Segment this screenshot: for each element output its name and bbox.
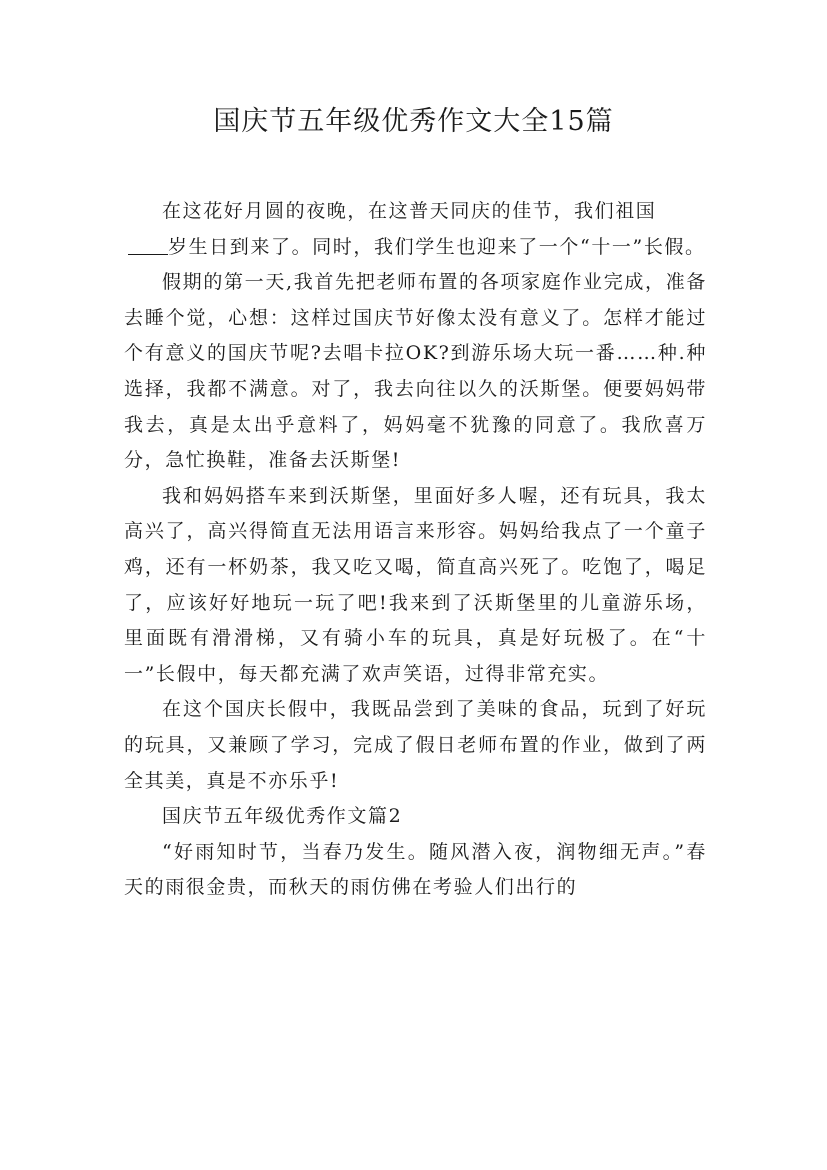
- paragraph-1-text-before-blank: 在这花好月圆的夜晚，在这普天同庆的佳节，我们祖国: [162, 200, 657, 222]
- fill-in-blank: [128, 235, 168, 255]
- paragraph-3: 我和妈妈搭车来到沃斯堡，里面好多人喔，还有玩具，我太高兴了，高兴得简直无法用语言来形容。妈妈给我点了一个童子鸡，还有一杯奶茶，我又吃又喝，简直高兴死了。吃饱了，喝足了，应该好好地玩一玩了吧!我来到了沃斯堡里的儿童游乐场，里面既有滑滑梯，又有骑小车的玩具，真是好玩极了。在“十一”长假中，每天都充满了欢声笑语，过得非常充实。: [124, 484, 707, 685]
- section-heading-essay-2: 国庆节五年级优秀作文篇2: [162, 805, 403, 828]
- paragraph-2: 假期的第一天,我首先把老师布置的各项家庭作业完成，准备去睡个觉，心想：这样过国庆节好像太没有意义了。怎样才能过个有意义的国庆节呢?去唱卡拉OK?到游乐场大玩一番……种.种选择，我都不满意。对了，我去向往以久的沃斯堡。便要妈妈带我去，真是太出乎意料了，妈妈毫不犹豫的同意了。我欣喜万分，急忙换鞋，准备去沃斯堡!: [124, 271, 707, 472]
- document-title: 国庆节五年级优秀作文大全15篇: [213, 106, 614, 137]
- paragraph-4: 在这个国庆长假中，我既品尝到了美味的食品，玩到了好玩的玩具，又兼顾了学习，完成了假日老师布置的作业，做到了两全其美，真是不亦乐乎!: [124, 698, 707, 792]
- document-body: [124, 194, 707, 906]
- paragraph-6: “好雨知时节，当春乃发生。随风潜入夜，润物细无声。”春天的雨很金贵，而秋天的雨仿佛在考验人们出行的: [124, 840, 707, 899]
- paragraph-1: [124, 194, 707, 265]
- paragraph-1-text-after-blank: 岁生日到来了。同时，我们学生也迎来了一个“十一”长假。: [168, 235, 706, 258]
